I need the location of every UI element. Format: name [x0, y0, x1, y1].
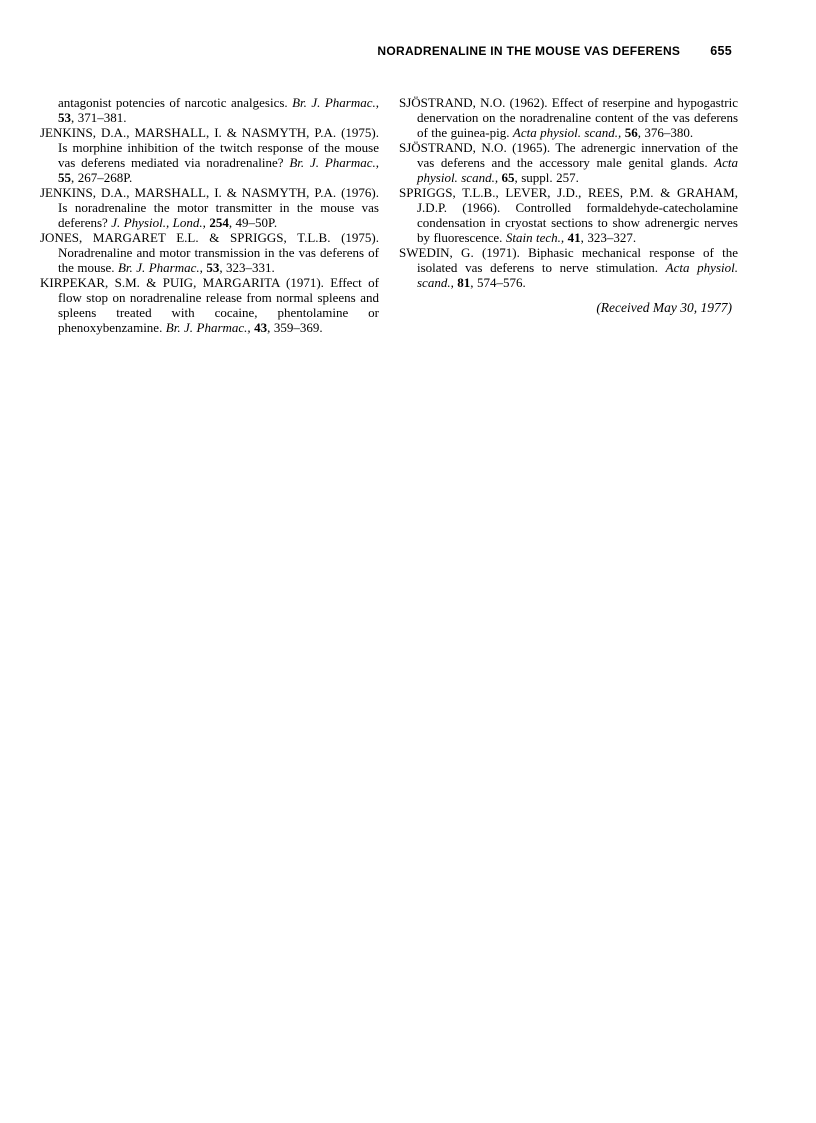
- reference-segment: , suppl. 257.: [514, 170, 579, 185]
- reference-segment: JONES, MARGARET E.L. & SPRIGGS, T.L.B. (1975). Noradrenaline and motor transmission in the vas deferens of the mouse.: [40, 230, 379, 275]
- reference-segment: 65: [501, 170, 515, 185]
- reference-segment: 56: [624, 125, 638, 140]
- reference-segment: 81: [457, 275, 471, 290]
- references-left: [40, 95, 379, 335]
- reference-segment: , 574–576.: [470, 275, 526, 290]
- reference-segment: Acta physiol. scand.,: [417, 260, 738, 290]
- reference-entry: [399, 95, 738, 140]
- reference-segment: , 267–268P.: [71, 170, 133, 185]
- reference-segment: Br. J. Pharmac.,: [292, 95, 379, 110]
- reference-entry: [399, 140, 738, 185]
- reference-segment: JENKINS, D.A., MARSHALL, I. & NASMYTH, P.A. (1976). Is noradrenaline the motor transmitter in the mouse vas deferens?: [40, 185, 379, 230]
- reference-segment: SWEDIN, G. (1971). Biphasic mechanical response of the isolated vas deferens to nerve stimulation.: [399, 245, 738, 275]
- reference-segment: , 323–327.: [580, 230, 637, 245]
- reference-segment: JENKINS, D.A., MARSHALL, I. & NASMYTH, P.A. (1975). Is morphine inhibition of the twitch response of the mouse vas deferens mediated via noradrenaline?: [40, 125, 379, 170]
- reference-entry: [40, 125, 379, 185]
- running-head: [40, 44, 732, 58]
- received-note: (Received May 30, 1977): [596, 300, 732, 315]
- reference-segment: KIRPEKAR, S.M. & PUIG, MARGARITA (1971). Effect of flow stop on noradrenaline release from normal spleens and spleens treated with cocaine, phentolamine or phenoxybenzamine.: [40, 275, 379, 335]
- reference-entry: [40, 230, 379, 275]
- reference-entry: [399, 185, 738, 245]
- reference-segment: 254: [209, 215, 229, 230]
- running-title: NORADRENALINE IN THE MOUSE VAS DEFERENS: [377, 44, 681, 58]
- reference-segment: Acta physiol. scand.,: [417, 155, 738, 185]
- reference-entry: [40, 95, 379, 125]
- reference-segment: J. Physiol., Lond.,: [111, 215, 210, 230]
- reference-segment: , 371–381.: [71, 110, 127, 125]
- reference-segment: Br. J. Pharmac.,: [165, 320, 255, 335]
- reference-segment: SJÖSTRAND, N.O. (1962). Effect of reserpine and hypogastric denervation on the noradrenaline content of the vas deferens of the guinea-pig.: [399, 95, 738, 140]
- reference-segment: , 49–50P.: [228, 215, 278, 230]
- reference-segment: 53: [58, 110, 71, 125]
- reference-entry: [40, 185, 379, 230]
- reference-segment: 53: [206, 260, 220, 275]
- reference-segment: , 376–380.: [637, 125, 694, 140]
- reference-segment: 55: [58, 170, 71, 185]
- reference-segment: Br. J. Pharmac.,: [289, 155, 379, 170]
- reference-segment: SJÖSTRAND, N.O. (1965). The adrenergic innervation of the vas deferens and the accessory male genital glands.: [399, 140, 738, 170]
- reference-segment: Acta physiol. scand.,: [512, 125, 625, 140]
- left-column: [40, 95, 379, 335]
- reference-segment: antagonist potencies of narcotic analgesics.: [58, 95, 293, 110]
- reference-segment: 43: [254, 320, 268, 335]
- reference-segment: 41: [567, 230, 581, 245]
- reference-entry: [399, 245, 738, 290]
- right-column: [399, 95, 738, 335]
- references-right: [399, 95, 738, 290]
- reference-segment: SPRIGGS, T.L.B., LEVER, J.D., REES, P.M. & GRAHAM, J.D.P. (1966). Controlled formaldehyde-catecholamine condensation in cryostat sections to show adrenergic nerves by fluorescence.: [399, 185, 738, 245]
- reference-columns: [40, 95, 738, 335]
- reference-segment: Br. J. Pharmac.,: [117, 260, 207, 275]
- reference-segment: , 359–369.: [267, 320, 323, 335]
- reference-segment: , 323–331.: [219, 260, 275, 275]
- reference-segment: Stain tech.,: [505, 230, 568, 245]
- page-number: 655: [710, 44, 732, 58]
- reference-entry: [40, 275, 379, 335]
